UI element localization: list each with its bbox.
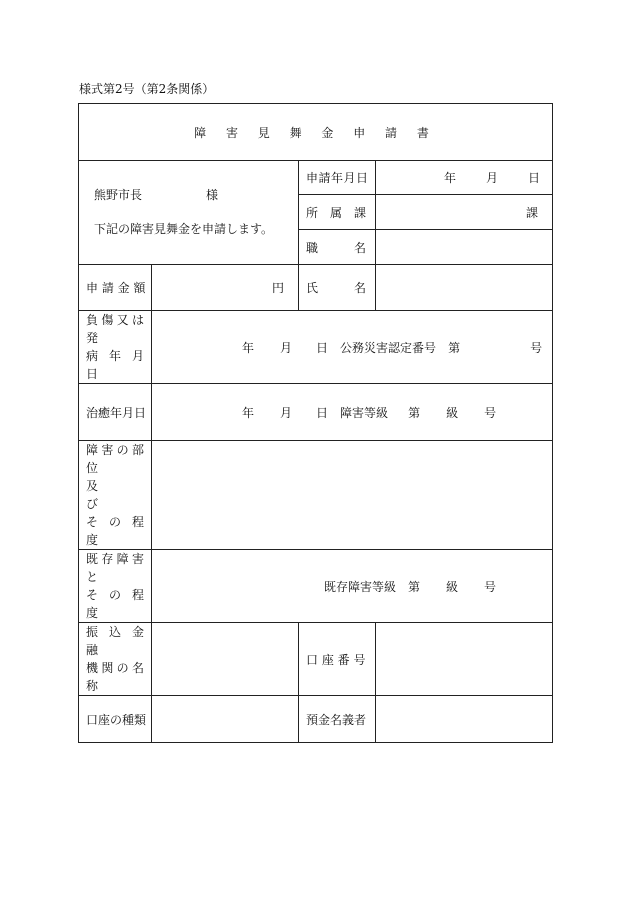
cure-month-label: 月 <box>280 405 293 420</box>
cure-day-label: 日 <box>316 405 329 420</box>
bank-name-label-line2: 機関の名称 <box>86 661 144 693</box>
amount-label: 申 請 金 額 <box>79 265 152 311</box>
addressee-honorific: 様 <box>206 188 219 202</box>
department-suffix: 課 <box>526 205 539 220</box>
existing-grade-label: 既存障害等級 <box>324 579 397 594</box>
existing-disability-label-line1: 既存障害と <box>86 552 144 584</box>
cure-year-label: 年 <box>242 405 255 420</box>
cure-date-field[interactable] <box>152 384 553 441</box>
account-holder-field[interactable] <box>376 696 553 743</box>
form-number-label: 様式第2号（第2条関係） <box>79 82 215 96</box>
injury-site-label-line2: 及 び <box>86 479 135 511</box>
injury-date-label-line1: 負傷又は発 <box>86 313 144 345</box>
account-type-label: 口座の種類 <box>79 696 152 743</box>
name-label: 氏 名 <box>299 265 376 311</box>
certification-number-label: 公務災害認定番号 <box>340 340 437 355</box>
existing-disability-label <box>79 550 152 623</box>
grade-dai-label: 第 <box>408 405 421 420</box>
existing-disability-field[interactable] <box>152 550 553 623</box>
injury-date-label <box>79 311 152 384</box>
application-form-table <box>78 103 553 743</box>
department-label: 所 属 課 <box>299 195 376 230</box>
injury-date-label-line2: 病 年 月 日 <box>86 349 144 381</box>
application-message: 下記の障害見舞金を申請します。 <box>94 222 274 236</box>
injury-site-field[interactable] <box>152 441 553 550</box>
month-label: 月 <box>485 171 498 185</box>
department-field[interactable] <box>376 195 553 230</box>
account-number-label: 口 座 番 号 <box>299 623 376 696</box>
bank-name-field[interactable] <box>152 623 299 696</box>
account-number-field[interactable] <box>376 623 553 696</box>
bank-name-label <box>79 623 152 696</box>
grade-kyu-label: 級 <box>446 405 459 420</box>
addressee-block <box>79 161 299 265</box>
grade-go-label: 号 <box>484 405 497 420</box>
apply-date-field[interactable] <box>376 161 553 195</box>
account-type-field[interactable] <box>152 696 299 743</box>
form-title: 障 害 見 舞 金 申 請 書 <box>79 104 553 161</box>
injury-day-label: 日 <box>316 340 329 355</box>
account-holder-label: 預金名義者 <box>299 696 376 743</box>
name-field[interactable] <box>376 265 553 311</box>
amount-field[interactable] <box>152 265 299 311</box>
cure-date-label: 治癒年月日 <box>79 384 152 441</box>
injury-site-label-line3: そ の 程 度 <box>86 515 144 547</box>
injury-site-label-line1: 障害の部位 <box>86 443 144 475</box>
certification-go-label: 号 <box>530 340 543 355</box>
position-label: 職 名 <box>299 230 376 265</box>
existing-kyu-label: 級 <box>446 579 459 594</box>
existing-dai-label: 第 <box>408 579 421 594</box>
year-label: 年 <box>443 171 456 185</box>
certification-dai-label: 第 <box>448 340 461 355</box>
injury-date-field[interactable] <box>152 311 553 384</box>
existing-disability-label-line2: そ の 程 度 <box>86 588 144 620</box>
position-field[interactable] <box>376 230 553 265</box>
injury-month-label: 月 <box>280 340 293 355</box>
injury-site-label <box>79 441 152 550</box>
bank-name-label-line1: 振 込 金 融 <box>86 625 144 657</box>
yen-label: 円 <box>271 281 284 295</box>
day-label: 日 <box>528 171 541 185</box>
apply-date-label: 申請年月日 <box>299 161 376 195</box>
existing-go-label: 号 <box>484 579 497 594</box>
injury-year-label: 年 <box>242 340 255 355</box>
disability-grade-label: 障害等級 <box>340 405 389 420</box>
addressee-name: 熊野市長 <box>94 188 143 202</box>
